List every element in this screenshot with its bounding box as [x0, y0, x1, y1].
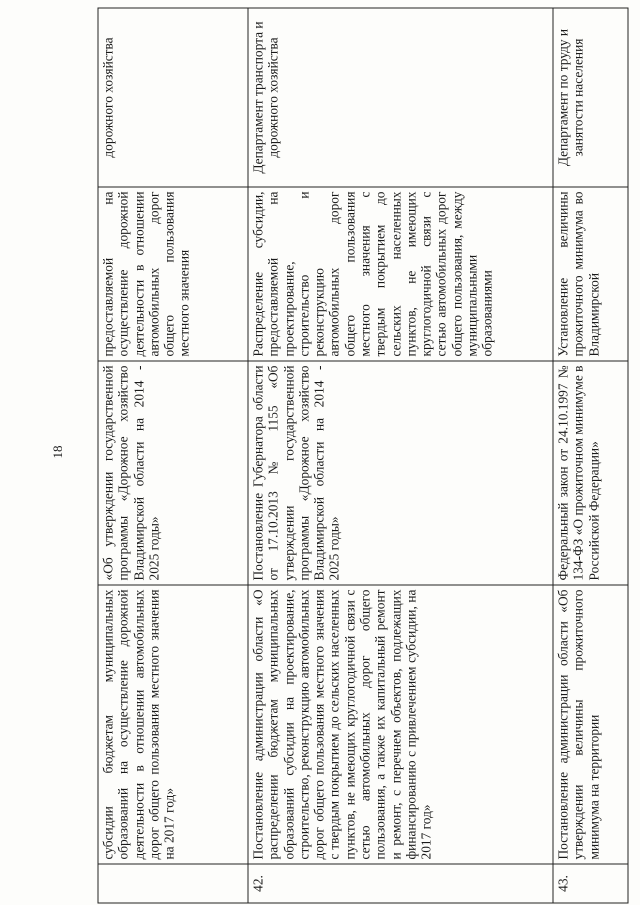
- responsible-cell: Департамент по труду и занятости населения: [553, 8, 628, 187]
- legal-basis-cell: Федеральный закон от 24.10.1997 № 134-ФЗ «О прожиточном минимуме в Российской Федерации»: [553, 361, 628, 585]
- legal-basis-cell: Постановление Губернатора области от 17.10.2013 № 1155 «Об утверждении государственной программы «Дорожное хозяйство Владимирской области на 2014 - 2025 годы»: [248, 361, 553, 585]
- description-cell: предоставляемой на осуществление дорожной деятельности в отношении автомобильных дорог общего пользования местного значения: [98, 187, 248, 361]
- responsible-cell: дорожного хозяйства: [98, 8, 248, 187]
- legal-basis-cell: «Об утверждении государственной программы «Дорожное хозяйство Владимирской области на 2014 - 2025 годы»: [98, 361, 248, 585]
- responsible-cell: Департамент транспорта и дорожного хозяйства: [248, 8, 553, 187]
- table-row: [98, 8, 248, 903]
- description-cell: Установление величины прожиточного минимума во Владимирской: [553, 187, 628, 361]
- act-name-cell: субсидии бюджетам муниципальных образований на осуществление дорожной деятельности в отношении автомобильных дорог общего пользования местного значения на 2017 год»: [98, 585, 248, 864]
- description-cell: Распределение субсидии, предоставляемой на проектирование, строительство и реконструкцию автомобильных дорог общего пользования местного значения с твердым покрытием до сельских населенных пунктов, не имеющих круглогодичной связи с сетью автомобильных дорог общего пользования, между муниципальными образованиями: [248, 187, 553, 361]
- row-number-cell: 43.: [553, 864, 628, 903]
- table-row: [248, 8, 553, 903]
- act-name-cell: Постановление администрации области «О распределении бюджетам муниципальных образований субсидии на проектирование, строительство, реконструкцию автомобильных дорог общего пользования местного значения с твердым покрытием до сельских населенных пунктов, не имеющих круглогодичной связи с сетью автомобильных дорог общего пользования, а также их капитальный ремонт и ремонт, с перечнем объектов, подлежащих финансированию с привлечением субсидии, на 2017 год»: [248, 585, 553, 864]
- page-number: 18: [50, 445, 65, 459]
- document-table-frame: [75, 21, 605, 892]
- row-number-cell: 42.: [248, 864, 553, 903]
- row-number-cell: [98, 864, 248, 903]
- act-name-cell: Постановление администрации области «Об утверждении величины прожиточного минимума на территории: [553, 585, 628, 864]
- table-row: [553, 8, 628, 903]
- legal-acts-table: [98, 8, 629, 904]
